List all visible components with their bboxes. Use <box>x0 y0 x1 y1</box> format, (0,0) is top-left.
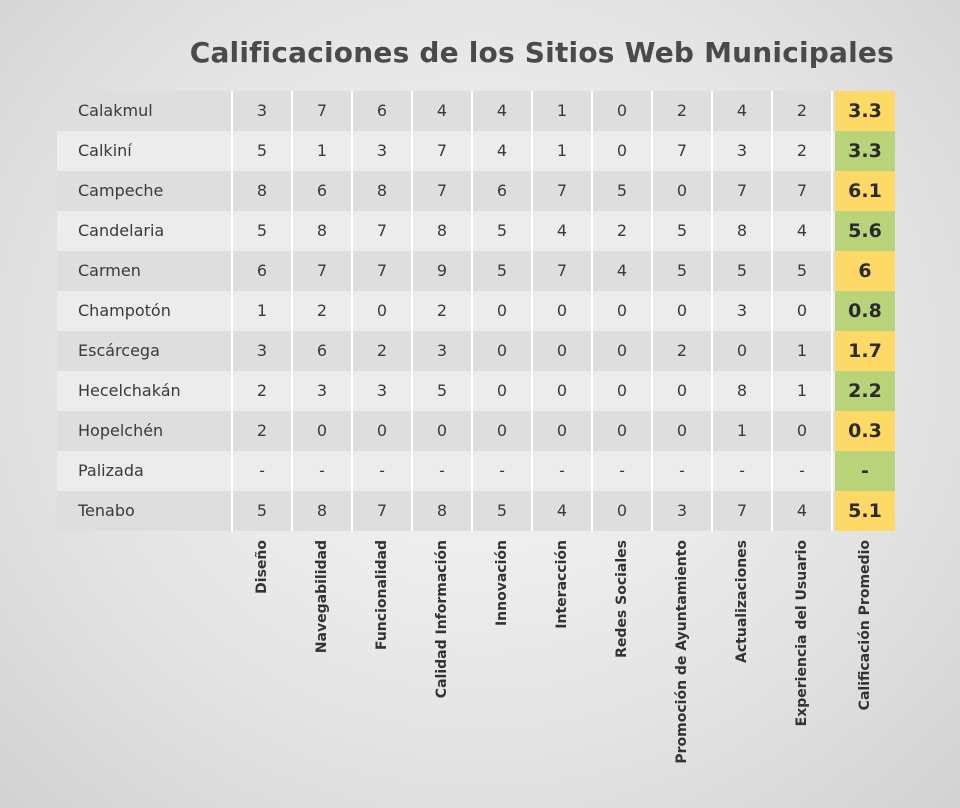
score-cell: 8 <box>436 221 448 240</box>
column-header <box>307 540 337 800</box>
municipality-name: Palizada <box>78 461 144 480</box>
score-cell: 5 <box>256 141 268 160</box>
score-cell: 8 <box>736 221 748 240</box>
table-row <box>57 91 895 131</box>
column-header-label: Funcionalidad <box>374 540 390 651</box>
score-cell: 0 <box>676 301 688 320</box>
score-cell: 5 <box>256 501 268 520</box>
column-divider <box>771 91 773 531</box>
column-header-label: Actualizaciones <box>734 540 750 663</box>
score-cell: 4 <box>496 101 508 120</box>
column-header <box>367 540 397 800</box>
score-cell: - <box>379 461 385 480</box>
score-cell: 8 <box>316 221 328 240</box>
score-cell: 2 <box>256 421 268 440</box>
score-cell: 6 <box>316 341 328 360</box>
score-cell: 9 <box>436 261 448 280</box>
score-cell: 0 <box>676 381 688 400</box>
score-cell: 2 <box>376 341 388 360</box>
score-cell: 0 <box>316 421 328 440</box>
score-cell: 0 <box>436 421 448 440</box>
score-cell: 4 <box>436 101 448 120</box>
score-cell: - <box>259 461 265 480</box>
score-cell: 3 <box>256 101 268 120</box>
column-divider <box>291 91 293 531</box>
score-cell: 1 <box>316 141 328 160</box>
score-cell: 0 <box>676 421 688 440</box>
score-cell: 8 <box>376 181 388 200</box>
score-cell: 0 <box>376 421 388 440</box>
municipality-name: Calkiní <box>78 141 132 160</box>
score-cell: 4 <box>496 141 508 160</box>
score-cell: 8 <box>736 381 748 400</box>
column-divider <box>531 91 533 531</box>
score-cell: - <box>499 461 505 480</box>
municipality-name: Calakmul <box>78 101 153 120</box>
score-cell: 2 <box>256 381 268 400</box>
score-cell: 0 <box>496 381 508 400</box>
score-cell: 2 <box>436 301 448 320</box>
score-cell: - <box>679 461 685 480</box>
column-header <box>247 540 277 800</box>
score-cell: 2 <box>676 101 688 120</box>
score-cell: 3 <box>376 141 388 160</box>
score-cell: 0 <box>496 421 508 440</box>
score-cell: 5 <box>796 261 808 280</box>
score-cell: - <box>559 461 565 480</box>
score-cell: 7 <box>316 261 328 280</box>
score-cell: 0 <box>556 381 568 400</box>
score-cell: 0 <box>796 421 808 440</box>
score-cell: 4 <box>556 501 568 520</box>
score-cell: 5 <box>496 501 508 520</box>
score-cell: 8 <box>256 181 268 200</box>
average-score-cell: 1.7 <box>835 331 895 371</box>
score-cell: 5 <box>256 221 268 240</box>
column-header <box>607 540 637 800</box>
table-row <box>57 331 895 371</box>
column-header-label: Calidad Información <box>434 540 450 699</box>
average-score-cell: 3.3 <box>835 131 895 171</box>
score-cell: 6 <box>256 261 268 280</box>
average-score-cell: 6.1 <box>835 171 895 211</box>
column-divider <box>231 91 233 531</box>
score-cell: 0 <box>676 181 688 200</box>
column-header <box>850 540 880 800</box>
score-cell: 4 <box>796 501 808 520</box>
average-score-cell: 5.6 <box>835 211 895 251</box>
score-cell: 3 <box>256 341 268 360</box>
score-cell: 7 <box>436 181 448 200</box>
municipality-name: Candelaria <box>78 221 165 240</box>
score-cell: 8 <box>436 501 448 520</box>
score-cell: 3 <box>676 501 688 520</box>
score-cell: 7 <box>376 501 388 520</box>
score-cell: - <box>799 461 805 480</box>
column-divider <box>411 91 413 531</box>
municipality-name: Hecelchakán <box>78 381 181 400</box>
score-cell: 6 <box>496 181 508 200</box>
score-cell: 2 <box>676 341 688 360</box>
average-score-cell: 2.2 <box>835 371 895 411</box>
score-cell: 7 <box>736 501 748 520</box>
column-header-label: Innovación <box>494 540 510 627</box>
score-cell: 4 <box>736 101 748 120</box>
column-header-label: Interacción <box>554 540 570 629</box>
score-cell: 5 <box>736 261 748 280</box>
score-cell: 6 <box>376 101 388 120</box>
score-cell: 0 <box>616 341 628 360</box>
column-divider <box>651 91 653 531</box>
average-score-cell: 5.1 <box>835 491 895 531</box>
score-cell: 2 <box>616 221 628 240</box>
average-score-cell: 0.8 <box>835 291 895 331</box>
score-cell: 5 <box>616 181 628 200</box>
score-cell: - <box>439 461 445 480</box>
table-row <box>57 171 895 211</box>
score-cell: 3 <box>736 141 748 160</box>
score-cell: 7 <box>376 261 388 280</box>
score-cell: 0 <box>616 101 628 120</box>
table-row <box>57 411 895 451</box>
score-cell: 8 <box>316 501 328 520</box>
table-row <box>57 451 895 491</box>
column-divider <box>351 91 353 531</box>
column-header-label: Redes Sociales <box>614 540 630 658</box>
score-cell: 0 <box>616 381 628 400</box>
score-cell: 2 <box>796 101 808 120</box>
column-divider <box>831 91 833 531</box>
score-cell: - <box>739 461 745 480</box>
score-cell: 3 <box>316 381 328 400</box>
score-cell: 2 <box>316 301 328 320</box>
score-cell: 0 <box>736 341 748 360</box>
municipality-name: Escárcega <box>78 341 160 360</box>
table-row <box>57 131 895 171</box>
score-cell: 0 <box>796 301 808 320</box>
score-cell: 0 <box>556 341 568 360</box>
score-cell: 0 <box>556 301 568 320</box>
score-cell: 5 <box>436 381 448 400</box>
score-cell: 3 <box>736 301 748 320</box>
column-header <box>787 540 817 800</box>
column-header-label: Navegabilidad <box>314 540 330 654</box>
column-header <box>427 540 457 800</box>
score-cell: - <box>619 461 625 480</box>
score-cell: 7 <box>796 181 808 200</box>
score-cell: 6 <box>316 181 328 200</box>
table-row <box>57 251 895 291</box>
score-cell: 5 <box>496 261 508 280</box>
municipality-name: Champotón <box>78 301 171 320</box>
score-cell: 3 <box>376 381 388 400</box>
score-cell: 3 <box>436 341 448 360</box>
score-cell: 0 <box>616 421 628 440</box>
score-cell: 4 <box>796 221 808 240</box>
municipality-name: Carmen <box>78 261 141 280</box>
column-header-label: Experiencia del Usuario <box>794 540 810 727</box>
score-cell: 1 <box>256 301 268 320</box>
score-cell: 4 <box>616 261 628 280</box>
score-cell: 5 <box>676 261 688 280</box>
column-header <box>547 540 577 800</box>
column-header <box>727 540 757 800</box>
table-row <box>57 491 895 531</box>
column-header-label: Diseño <box>254 540 270 594</box>
score-cell: - <box>319 461 325 480</box>
score-cell: 1 <box>796 381 808 400</box>
score-cell: 7 <box>376 221 388 240</box>
score-cell: 0 <box>556 421 568 440</box>
column-header <box>667 540 697 800</box>
average-score-cell: 3.3 <box>835 91 895 131</box>
score-cell: 7 <box>556 181 568 200</box>
score-cell: 2 <box>796 141 808 160</box>
score-cell: 1 <box>556 101 568 120</box>
score-cell: 7 <box>436 141 448 160</box>
score-cell: 0 <box>496 301 508 320</box>
column-divider <box>471 91 473 531</box>
column-divider <box>591 91 593 531</box>
chart-title: Calificaciones de los Sitios Web Municipales <box>189 36 894 69</box>
score-cell: 0 <box>616 501 628 520</box>
score-cell: 4 <box>556 221 568 240</box>
table-row <box>57 371 895 411</box>
column-header <box>487 540 517 800</box>
municipality-name: Tenabo <box>78 501 135 520</box>
score-cell: 0 <box>376 301 388 320</box>
score-cell: 5 <box>496 221 508 240</box>
average-score-cell: 6 <box>835 251 895 291</box>
average-score-cell: 0.3 <box>835 411 895 451</box>
table-row <box>57 211 895 251</box>
score-cell: 0 <box>496 341 508 360</box>
score-cell: 7 <box>736 181 748 200</box>
column-header-label: Promoción de Ayuntamiento <box>674 540 690 764</box>
score-cell: 5 <box>676 221 688 240</box>
score-cell: 1 <box>556 141 568 160</box>
score-cell: 7 <box>676 141 688 160</box>
column-header-label: Calificación Promedio <box>857 540 873 711</box>
municipality-name: Hopelchén <box>78 421 164 440</box>
average-score-cell: - <box>835 451 895 491</box>
table-row <box>57 291 895 331</box>
score-cell: 0 <box>616 141 628 160</box>
score-cell: 7 <box>316 101 328 120</box>
score-cell: 1 <box>796 341 808 360</box>
column-divider <box>711 91 713 531</box>
score-cell: 7 <box>556 261 568 280</box>
municipality-name: Campeche <box>78 181 164 200</box>
score-cell: 0 <box>616 301 628 320</box>
score-cell: 1 <box>736 421 748 440</box>
